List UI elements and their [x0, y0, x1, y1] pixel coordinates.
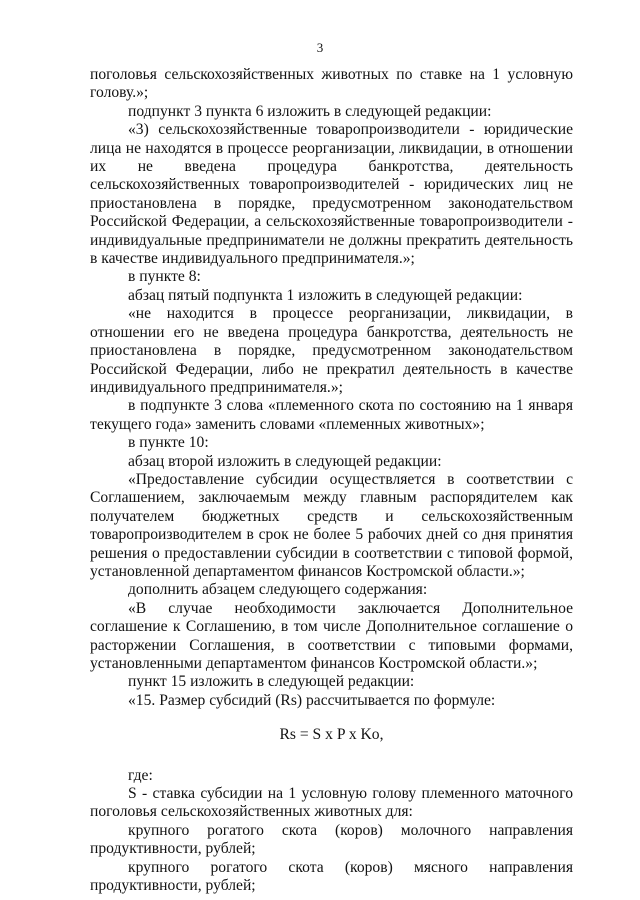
paragraph: дополнить абзацем следующего содержания: — [128, 581, 428, 599]
paragraph: пункт 15 изложить в следующей редакции: — [128, 673, 415, 691]
paragraph: абзац второй изложить в следующей редакции: — [128, 452, 442, 470]
paragraph: абзац пятый подпункта 1 изложить в следующей редакции: — [128, 286, 523, 304]
document-body — [90, 66, 573, 895]
paragraph: поголовья сельскохозяйственных животных по ставке на 1 условную голову.»; — [90, 66, 573, 102]
paragraph: в пункте 10: — [128, 434, 209, 452]
paragraph: «15. Размер субсидий (Rs) рассчитывается по формуле: — [128, 691, 496, 709]
page-number: 3 — [316, 40, 324, 55]
paragraph: в подпункте 3 слова «племенного скота по состоянию на 1 января текущего года» заменить словами «племенных животных»; — [90, 397, 573, 433]
paragraph: в пункте 8: — [128, 268, 201, 286]
paragraph: где: — [128, 766, 153, 784]
paragraph: S - ставка субсидии на 1 условную голову племенного маточного поголовья сельскохозяйственных животных для: — [90, 785, 573, 821]
spacer — [90, 745, 573, 767]
paragraph: крупного рогатого скота (коров) молочного направления продуктивности, рублей; — [90, 821, 573, 858]
formula: Rs = S x P x Ko, — [279, 726, 384, 744]
paragraph: «не находится в процессе реорганизации, ликвидации, в отношении его не введена процедура банкротства, деятельность не приостановлена в порядке, предусмотренном законодательством Российской Федерации, либо не прекратил деятельность в качестве индивидуального предпринимателя.»; — [90, 305, 573, 396]
formula-explanation-block — [90, 767, 573, 896]
spacer — [90, 710, 573, 726]
paragraph: подпункт 3 пункта 6 изложить в следующей редакции: — [128, 102, 492, 120]
paragraph: крупного рогатого скота (коров) мясного направления продуктивности, рублей; — [90, 858, 573, 895]
paragraph: «В случае необходимости заключается Дополнительное соглашение к Соглашению, в том числе Дополнительное соглашение о расторжении Соглашения, в соответствии с типовыми формами, установленными департаментом финансов Костромской области.»; — [90, 599, 573, 672]
paragraph: «Предоставление субсидии осуществляется в соответствии с Соглашением, заключаемым между главным распорядителем как получателем бюджетных средств и сельскохозяйственным товаропроизводителем в срок не более 5 рабочих дней со дня принятия решения о предоставлении субсидии в соответствии с типовой формой, установленной департаментом финансов Костромской области.»; — [90, 470, 573, 580]
amendment-text-block — [90, 66, 573, 710]
paragraph: «3) сельскохозяйственные товаропроизводители - юридические лица не находятся в процессе реорганизации, ликвидации, в отношении их не введена процедура банкротства, деятельность сельскохозяйственных товаропроизводителей - юридических лиц не приостановлена в порядке, предусмотренном законодательством Российской Федерации, а сельскохозяйственные товаропроизводители - индивидуальные предприниматели не должны прекратить деятельность в качестве индивидуального предпринимателя.»; — [90, 121, 573, 268]
